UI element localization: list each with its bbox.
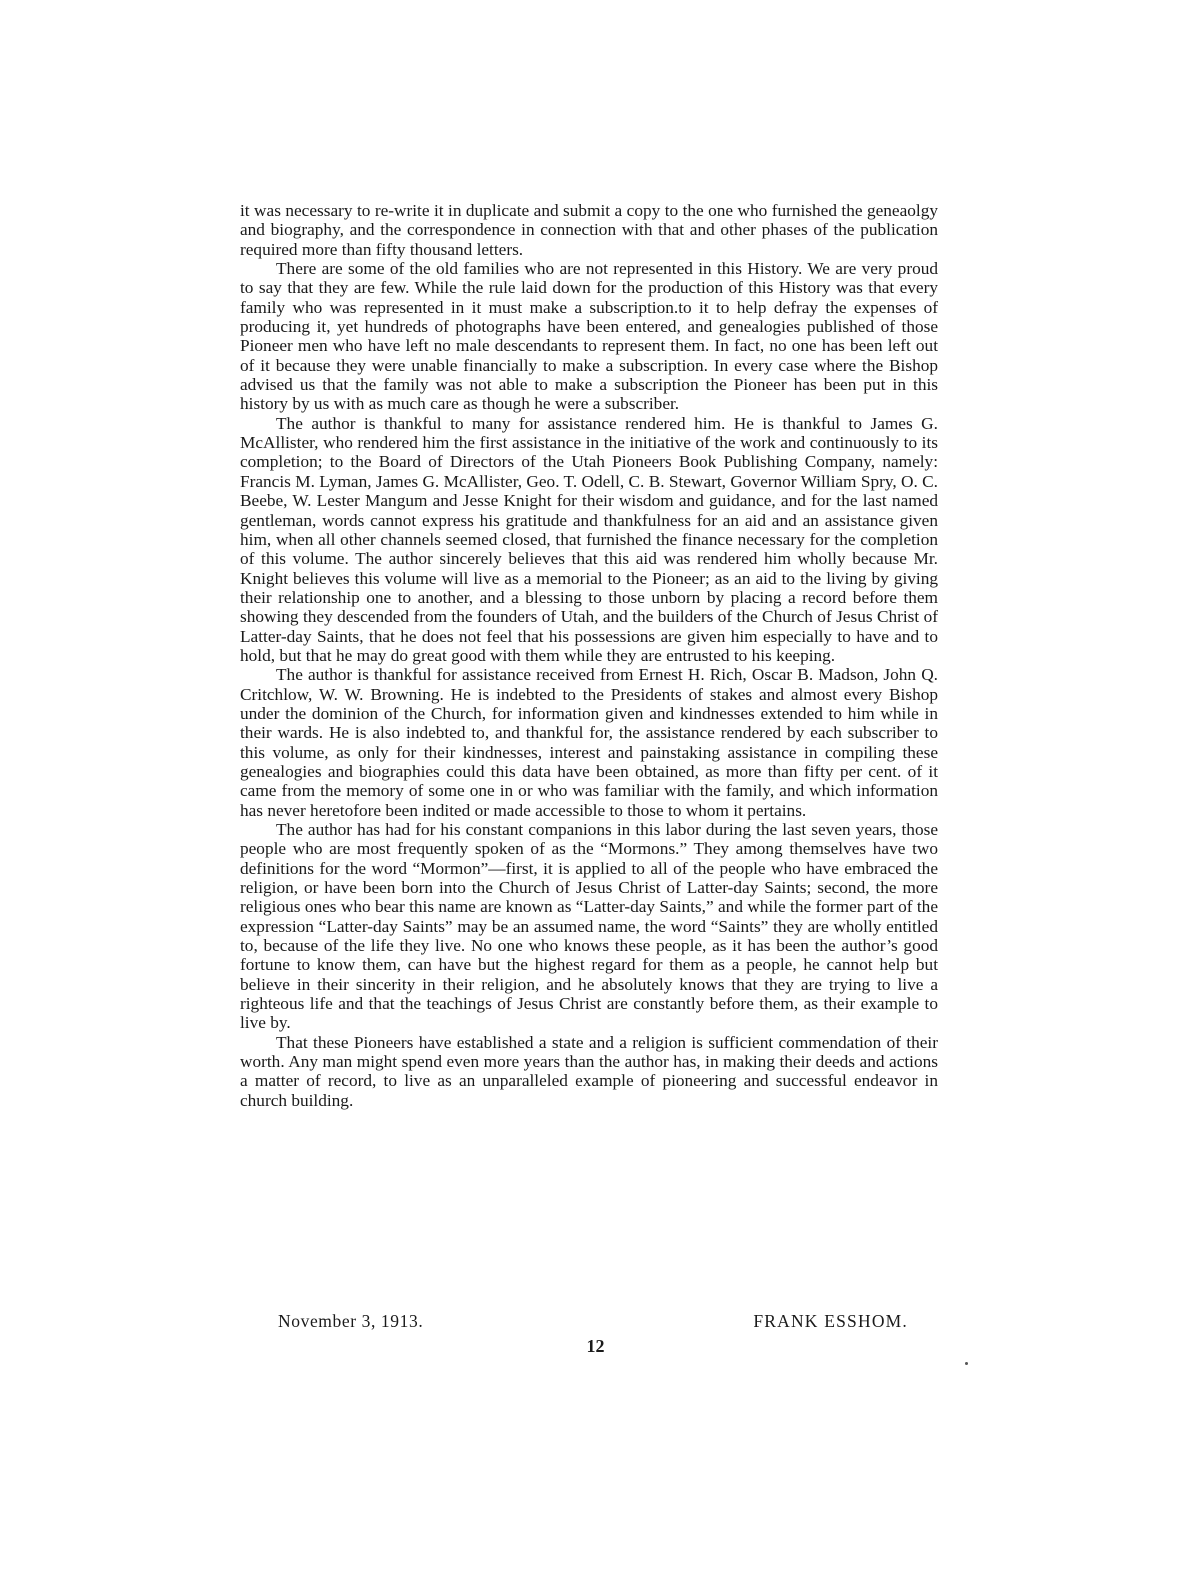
page-number: 12 (586, 1336, 605, 1356)
signature-author: FRANK ESSHOM. (753, 1311, 908, 1331)
paragraph-continuation: it was necessary to re-write it in duplicate and submit a copy to the one who furnished the geneaolgy and biography, and the correspondence in connection with that and other phases of the publication required more than fifty thousand letters. (240, 201, 938, 259)
signature-date: November 3, 1913. (278, 1311, 424, 1331)
paragraph-acknowledgements: The author is thankful to many for assistance rendered him. He is thankful to James G. McAllister, who rendered him the first assistance in the initiative of the work and continuously to its completion; to the Board of Directors of the Utah Pioneers Book Publishing Company, namely: Francis M. Lyman, James G. McAllister, Geo. T. Odell, C. B. Stewart, Governor William Spry, O. C. Beebe, W. Lester Mangum and Jesse Knight for their wisdom and guidance, and for the last named gentleman, words cannot express his gratitude and thankfulness for an aid and an assistance given him, when all other channels seemed closed, that furnished the finance necessary for the completion of this volume. The author sincerely believes that this aid was rendered him wholly because Mr. Knight believes this volume will live as a memorial to the Pioneer; as an aid to the living by giving their relationship one to another, and a blessing to those unborn by placing a record before them showing they descended from the founders of Utah, and the builders of the Church of Jesus Christ of Latter-day Saints, that he does not feel that his possessions are given him especially to have and to hold, but that he may do great good with them while they are entrusted to his keeping. (240, 413, 938, 665)
paragraph-further-thanks: The author is thankful for assistance received from Ernest H. Rich, Oscar B. Madson, John Q. Critchlow, W. W. Browning. He is indebted to the Presidents of stakes and almost every Bishop under the dominion of the Church, for information given and kindnesses extended to him while in their wards. He is also indebted to, and thankful for, the assistance rendered by each subscriber to this volume, as only for their kindnesses, interest and painstaking assistance in compiling these genealogies and biographies could this data have been obtained, as more than fifty per cent. of it came from the memory of some one in or who was familiar with the family, and which information has never heretofore been indited or made accessible to those to whom it pertains. (240, 665, 938, 820)
body-text (240, 201, 938, 1110)
paragraph-conclusion: That these Pioneers have established a state and a religion is sufficient commendation of their worth. Any man might spend even more years than the author has, in making their deeds and actions a matter of record, to live as an unparalleled example of pioneering and successful endeavor in church building. (240, 1032, 938, 1110)
paragraph-mormons: The author has had for his constant companions in this labor during the last seven years, those people who are most frequently spoken of as the “Mormons.” They among themselves have two definitions for the word “Mormon”—first, it is applied to all of the people who have embraced the religion, or have been born into the Church of Jesus Christ of Latter-day Saints; second, the more religious ones who bear this name are known as “Latter-day Saints,” and while the former part of the expression “Latter-day Saints” may be an assumed name, the word “Saints” they are wholly entitled to, because of the life they live. No one who knows these people, as it has been the author’s good fortune to know them, can have but the highest regard for them as a people, he cannot help but believe in their sincerity in their religion, and he absolutely knows that they are trying to live a righteous life and that the teachings of Jesus Christ are constantly before them, as their example to live by. (240, 820, 938, 1033)
signature-line (278, 1310, 908, 1334)
paragraph-unrepresented-families: There are some of the old families who are not represented in this History. We are very proud to say that they are few. While the rule laid down for the production of this History was that every family who was represented in it must make a subscription.to it to help defray the expenses of producing it, yet hundreds of photographs have been entered, and genealogies published of those Pioneer men who have left no male descendants to represent them. In fact, no one has been left out of it because they were unable financially to make a subscription. In every case where the Bishop advised us that the family was not able to make a subscription the Pioneer has been put in this history by us with as much care as though he were a subscriber. (240, 259, 938, 414)
scan-speck (965, 1362, 968, 1365)
